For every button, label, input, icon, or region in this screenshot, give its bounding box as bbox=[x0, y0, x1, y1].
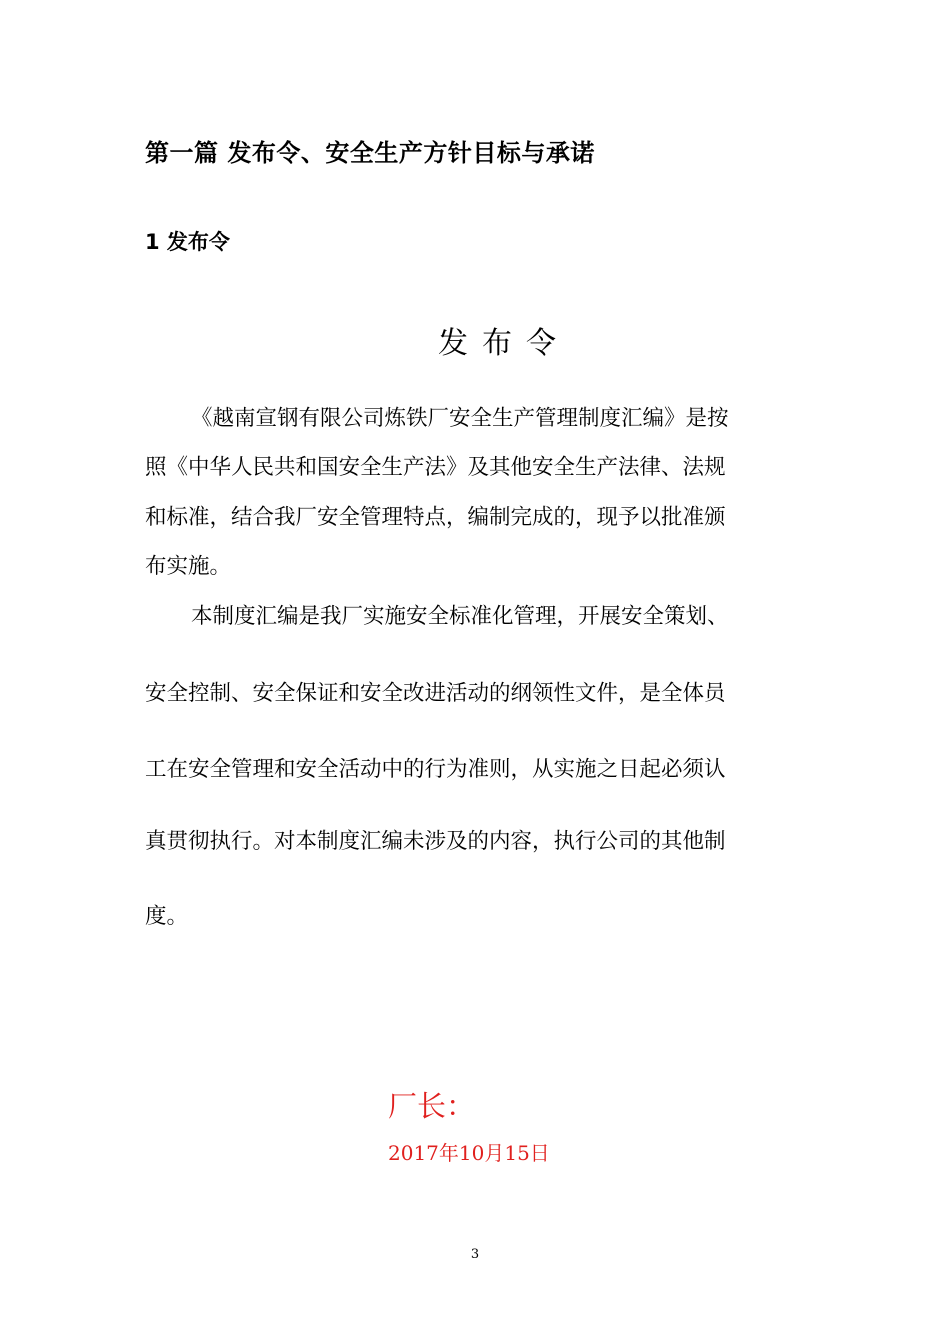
paragraph-1-line-2: 照《中华人民共和国安全生产法》及其他安全生产法律、法规 bbox=[145, 455, 726, 480]
paragraph-2-line-3: 工在安全管理和安全活动中的行为准则，从实施之日起必须认 bbox=[145, 757, 726, 782]
paragraph-2-line-5: 度。 bbox=[145, 904, 189, 929]
paragraph-1-line-4: 布实施。 bbox=[145, 554, 232, 579]
part-title: 第一篇 发布令、安全生产方针目标与承诺 bbox=[145, 139, 595, 167]
paragraph-1-line-1: 《越南宣钢有限公司炼铁厂安全生产管理制度汇编》是按 bbox=[191, 406, 729, 431]
order-title: 发布令 bbox=[438, 326, 570, 361]
signature-label: 厂长： bbox=[388, 1089, 476, 1123]
paragraph-2-line-1: 本制度汇编是我厂实施安全标准化管理，开展安全策划、 bbox=[191, 604, 729, 629]
paragraph-2-line-2: 安全控制、安全保证和安全改进活动的纲领性文件，是全体员 bbox=[145, 681, 726, 706]
paragraph-1-line-3: 和标准，结合我厂安全管理特点，编制完成的，现予以批准颁 bbox=[145, 505, 726, 530]
signature-date: 2017年10月15日 bbox=[388, 1141, 550, 1165]
section-heading: 1 发布令 bbox=[145, 230, 230, 254]
paragraph-2-line-4: 真贯彻执行。对本制度汇编未涉及的内容，执行公司的其他制 bbox=[145, 829, 726, 854]
page-number: 3 bbox=[470, 1247, 480, 1262]
